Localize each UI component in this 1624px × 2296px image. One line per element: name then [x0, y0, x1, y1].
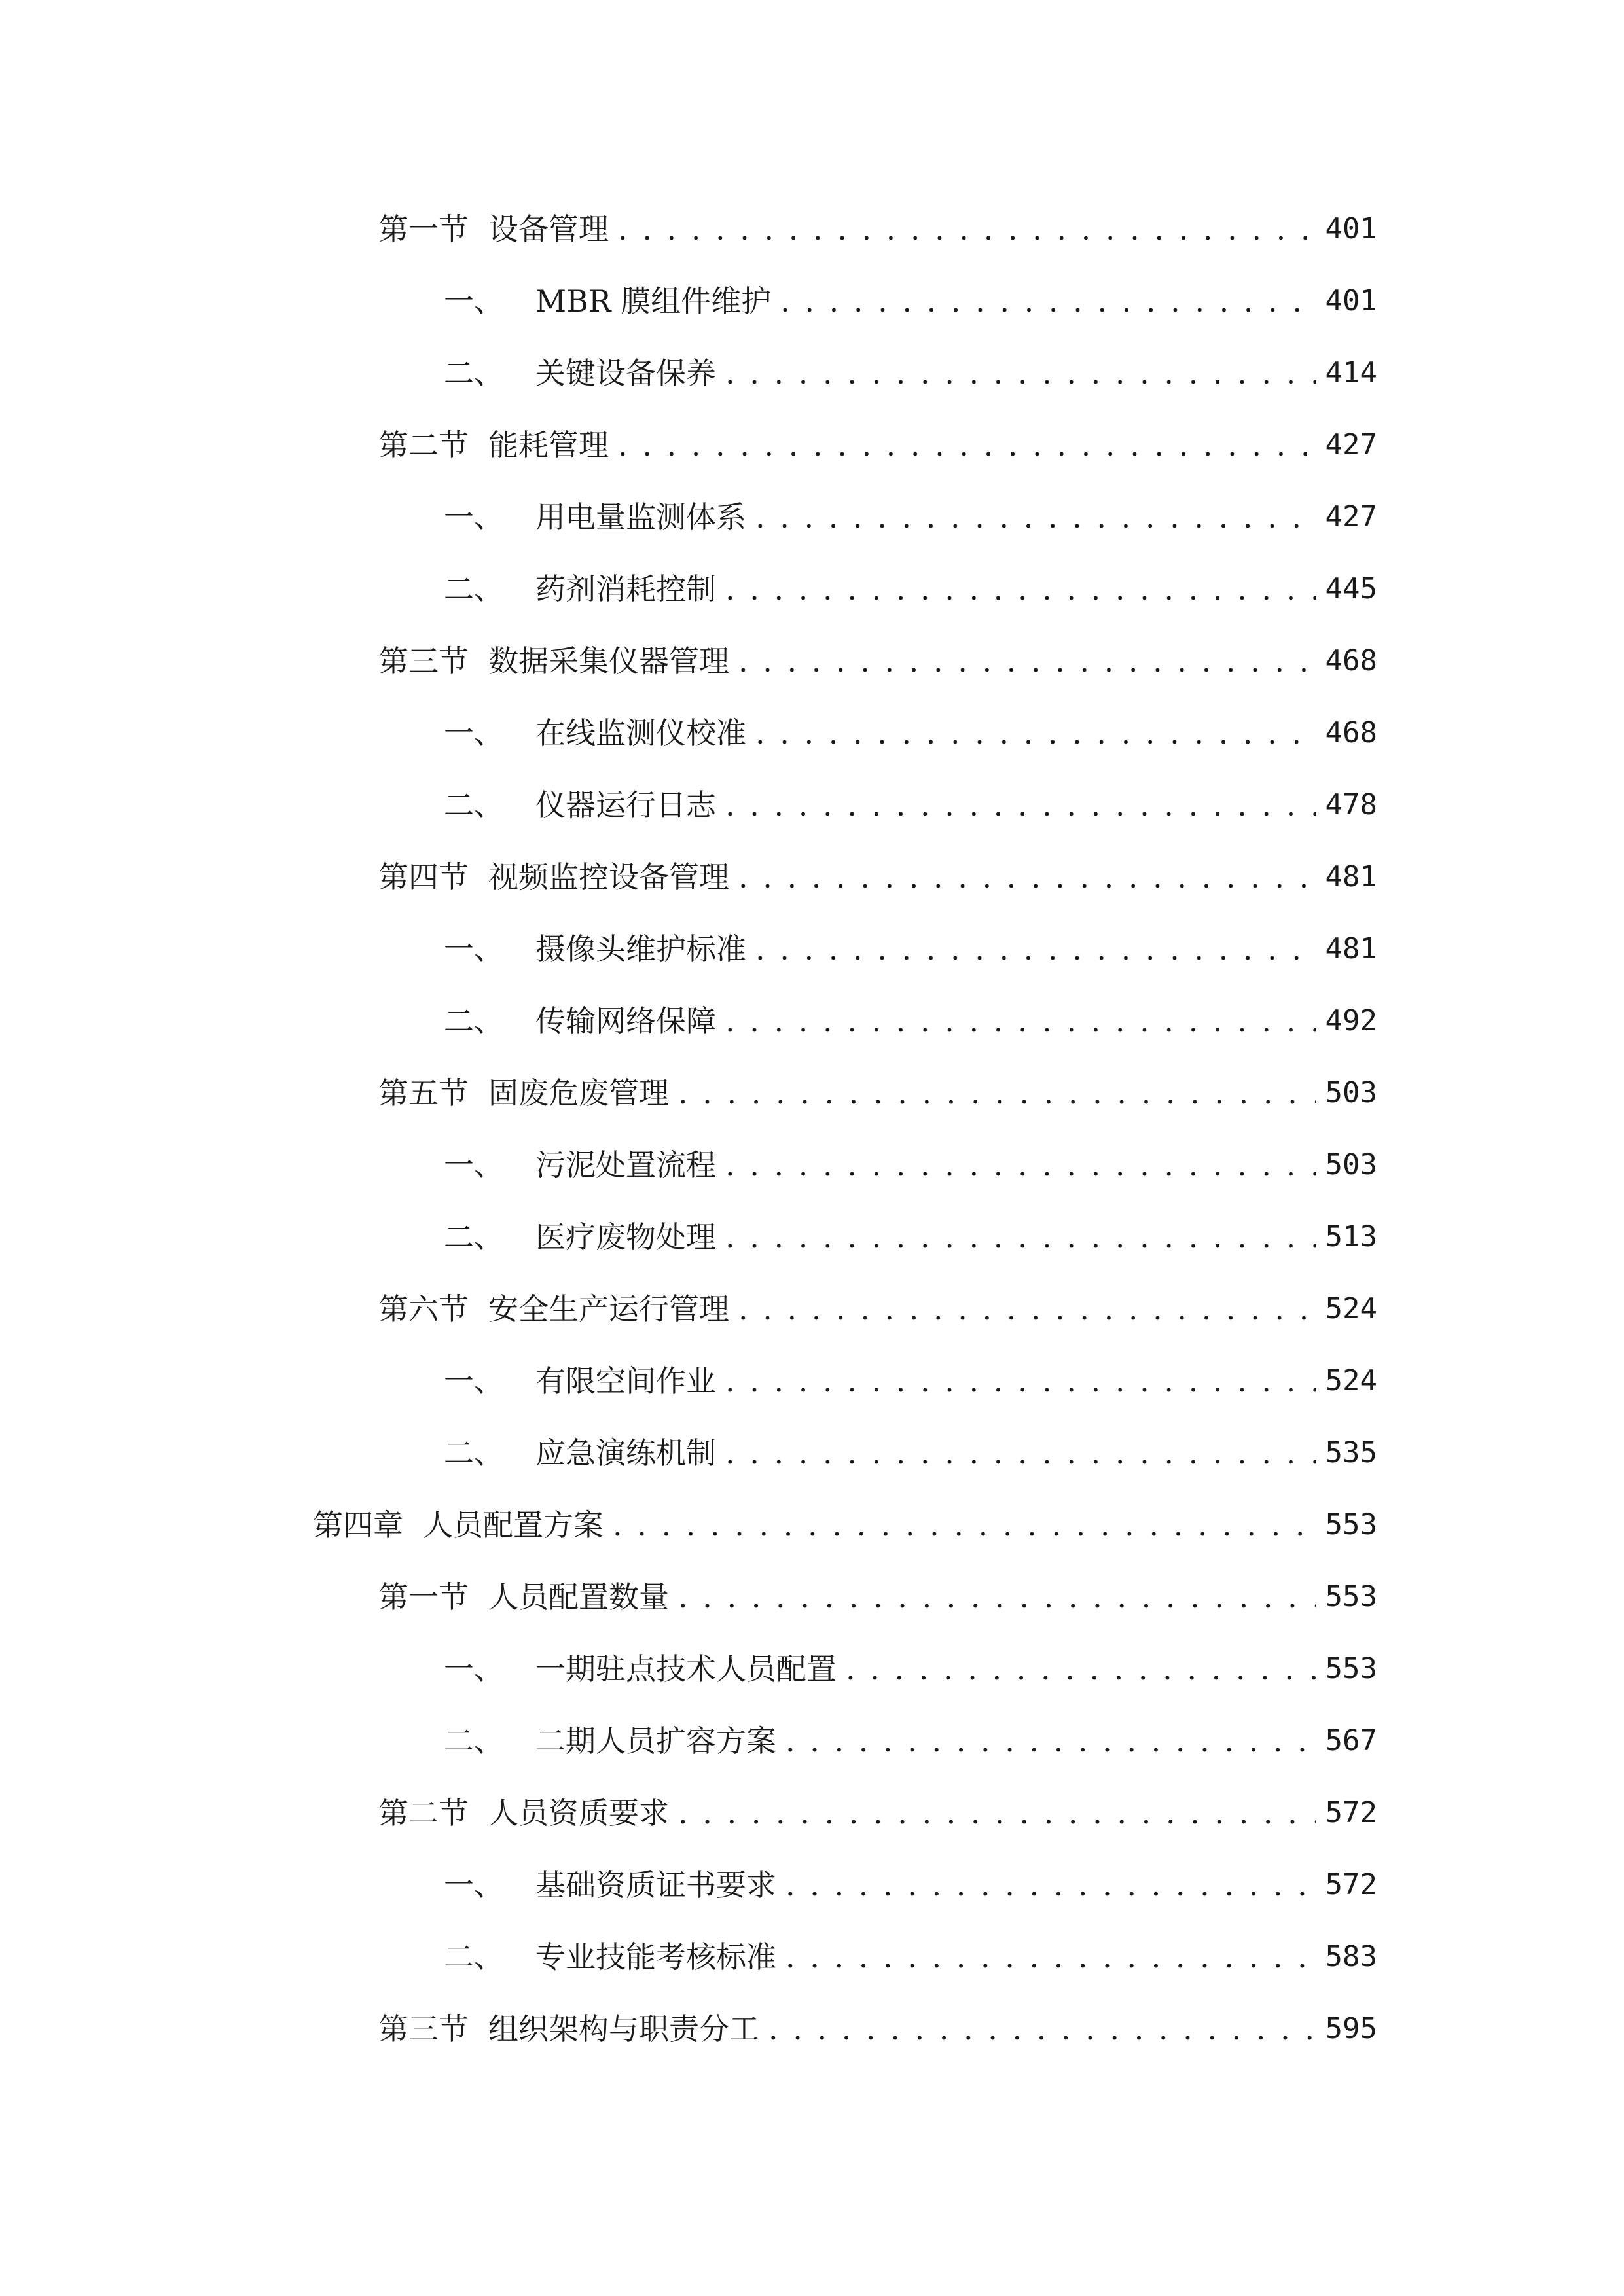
entry-title: 有限空间作业	[535, 1363, 716, 1399]
entry-title: 传输网络保障	[535, 1003, 716, 1039]
entry-number: 第四节	[378, 859, 469, 895]
entry-title: 仪器运行日志	[535, 787, 716, 823]
entry-title: 污泥处置流程	[535, 1147, 716, 1183]
toc-entry-subsection[interactable]	[444, 1139, 1377, 1191]
entry-page-number: 503	[1325, 1076, 1377, 1109]
entry-page-number: 553	[1325, 1508, 1377, 1541]
entry-title: 药剂消耗控制	[535, 571, 716, 607]
dot-leader	[846, 1643, 1316, 1695]
entry-title: 摄像头维护标准	[535, 931, 746, 967]
dot-leader	[738, 1283, 1316, 1335]
entry-number: 一、	[444, 1147, 504, 1183]
dot-leader	[678, 1571, 1316, 1623]
dot-leader	[785, 1931, 1316, 1983]
entry-title: 数据采集仪器管理	[488, 643, 729, 679]
dot-leader	[725, 563, 1316, 615]
toc-entry-section[interactable]	[378, 851, 1377, 903]
toc-entry-section[interactable]	[378, 2003, 1377, 2055]
entry-page-number: 567	[1325, 1724, 1377, 1757]
entry-number: 第一节	[378, 211, 469, 247]
toc-entry-subsection[interactable]	[444, 1931, 1377, 1983]
entry-number: 第六节	[378, 1291, 469, 1327]
entry-number: 二、	[444, 355, 504, 391]
entry-number: 第三节	[378, 643, 469, 679]
dot-leader	[785, 1859, 1316, 1911]
entry-number: 二、	[444, 1219, 504, 1255]
dot-leader	[725, 1427, 1316, 1479]
entry-page-number: 445	[1325, 572, 1377, 605]
entry-page-number: 401	[1325, 284, 1377, 317]
entry-page-number: 427	[1325, 500, 1377, 533]
entry-title: 安全生产运行管理	[488, 1291, 729, 1327]
dot-leader	[725, 1139, 1316, 1191]
entry-page-number: 468	[1325, 644, 1377, 677]
entry-page-number: 583	[1325, 1940, 1377, 1973]
entry-title: 组织架构与职责分工	[488, 2011, 759, 2047]
entry-number: 二、	[444, 1939, 504, 1975]
entry-title: 关键设备保养	[535, 355, 716, 391]
entry-number: 一、	[444, 1867, 504, 1903]
entry-number: 第三节	[378, 2011, 469, 2047]
entry-title: MBR 膜组件维护	[535, 283, 772, 319]
dot-leader	[755, 491, 1316, 543]
entry-page-number: 481	[1325, 932, 1377, 965]
dot-leader	[780, 275, 1316, 327]
dot-leader	[678, 1787, 1316, 1839]
entry-number: 一、	[444, 715, 504, 751]
dot-leader	[725, 779, 1316, 831]
entry-page-number: 468	[1325, 716, 1377, 749]
entry-page-number: 535	[1325, 1436, 1377, 1469]
toc-entry-section[interactable]	[378, 1787, 1377, 1839]
dot-leader	[678, 1067, 1316, 1119]
entry-number: 一、	[444, 931, 504, 967]
entry-title: 能耗管理	[488, 427, 609, 463]
dot-leader	[785, 1715, 1316, 1767]
entry-title: 专业技能考核标准	[535, 1939, 776, 1975]
entry-page-number: 478	[1325, 788, 1377, 821]
entry-number: 第二节	[378, 1795, 469, 1831]
toc-entry-subsection[interactable]	[444, 347, 1377, 399]
entry-title: 在线监测仪校准	[535, 715, 746, 751]
entry-page-number: 524	[1325, 1364, 1377, 1397]
toc-entry-subsection[interactable]	[444, 1715, 1377, 1767]
toc-entry-section[interactable]	[378, 1067, 1377, 1119]
dot-leader	[738, 851, 1316, 903]
entry-title: 人员配置数量	[488, 1579, 669, 1615]
entry-page-number: 414	[1325, 356, 1377, 389]
dot-leader	[755, 707, 1316, 759]
toc-entry-subsection[interactable]	[444, 491, 1377, 543]
entry-number: 一、	[444, 283, 504, 319]
entry-title: 应急演练机制	[535, 1435, 716, 1471]
entry-number: 第五节	[378, 1075, 469, 1111]
entry-title: 视频监控设备管理	[488, 859, 729, 895]
entry-page-number: 595	[1325, 2012, 1377, 2045]
entry-number: 第一节	[378, 1579, 469, 1615]
entry-title: 用电量监测体系	[535, 499, 746, 535]
toc-entry-subsection[interactable]	[444, 1211, 1377, 1263]
toc-entry-section[interactable]	[378, 1283, 1377, 1335]
entry-title: 一期驻点技术人员配置	[535, 1651, 837, 1687]
dot-leader	[725, 1211, 1316, 1263]
entry-number: 二、	[444, 1435, 504, 1471]
entry-title: 基础资质证书要求	[535, 1867, 776, 1903]
toc-entry-subsection[interactable]	[444, 1355, 1377, 1407]
dot-leader	[755, 923, 1316, 975]
entry-page-number: 553	[1325, 1652, 1377, 1685]
toc-entry-subsection[interactable]	[444, 923, 1377, 975]
toc-entry-subsection[interactable]	[444, 1859, 1377, 1911]
dot-leader	[618, 419, 1316, 471]
toc-entry-subsection[interactable]	[444, 275, 1377, 327]
toc-entry-section[interactable]	[378, 419, 1377, 471]
entry-number: 二、	[444, 787, 504, 823]
dot-leader	[613, 1499, 1316, 1551]
entry-page-number: 572	[1325, 1868, 1377, 1901]
dot-leader	[725, 995, 1316, 1047]
entry-page-number: 513	[1325, 1220, 1377, 1253]
toc-entry-section[interactable]	[378, 203, 1377, 255]
entry-title: 设备管理	[488, 211, 609, 247]
toc-entry-chapter[interactable]	[313, 1499, 1377, 1551]
entry-number: 二、	[444, 1723, 504, 1759]
toc-entry-subsection[interactable]	[444, 1643, 1377, 1695]
toc-entry-subsection[interactable]	[444, 563, 1377, 615]
entry-title: 人员资质要求	[488, 1795, 669, 1831]
entry-number: 一、	[444, 1651, 504, 1687]
toc-entry-subsection[interactable]	[444, 779, 1377, 831]
dot-leader	[725, 347, 1316, 399]
entry-number: 第二节	[378, 427, 469, 463]
entry-number: 一、	[444, 499, 504, 535]
toc-entry-subsection[interactable]	[444, 707, 1377, 759]
entry-title: 医疗废物处理	[535, 1219, 716, 1255]
toc-entry-subsection[interactable]	[444, 995, 1377, 1047]
entry-page-number: 524	[1325, 1292, 1377, 1325]
dot-leader	[738, 635, 1316, 687]
dot-leader	[725, 1355, 1316, 1407]
toc-entry-section[interactable]	[378, 635, 1377, 687]
entry-title: 固废危废管理	[488, 1075, 669, 1111]
entry-page-number: 492	[1325, 1004, 1377, 1037]
entry-number: 一、	[444, 1363, 504, 1399]
entry-number: 二、	[444, 571, 504, 607]
toc-entry-subsection[interactable]	[444, 1427, 1377, 1479]
entry-title: 人员配置方案	[423, 1507, 604, 1543]
entry-number: 二、	[444, 1003, 504, 1039]
dot-leader	[618, 203, 1316, 255]
dot-leader	[768, 2003, 1316, 2055]
entry-page-number: 503	[1325, 1148, 1377, 1181]
entry-page-number: 481	[1325, 860, 1377, 893]
entry-title: 二期人员扩容方案	[535, 1723, 776, 1759]
toc-entry-section[interactable]	[378, 1571, 1377, 1623]
entry-page-number: 401	[1325, 212, 1377, 245]
entry-number: 第四章	[313, 1507, 403, 1543]
entry-page-number: 553	[1325, 1580, 1377, 1613]
entry-page-number: 572	[1325, 1796, 1377, 1829]
entry-page-number: 427	[1325, 428, 1377, 461]
